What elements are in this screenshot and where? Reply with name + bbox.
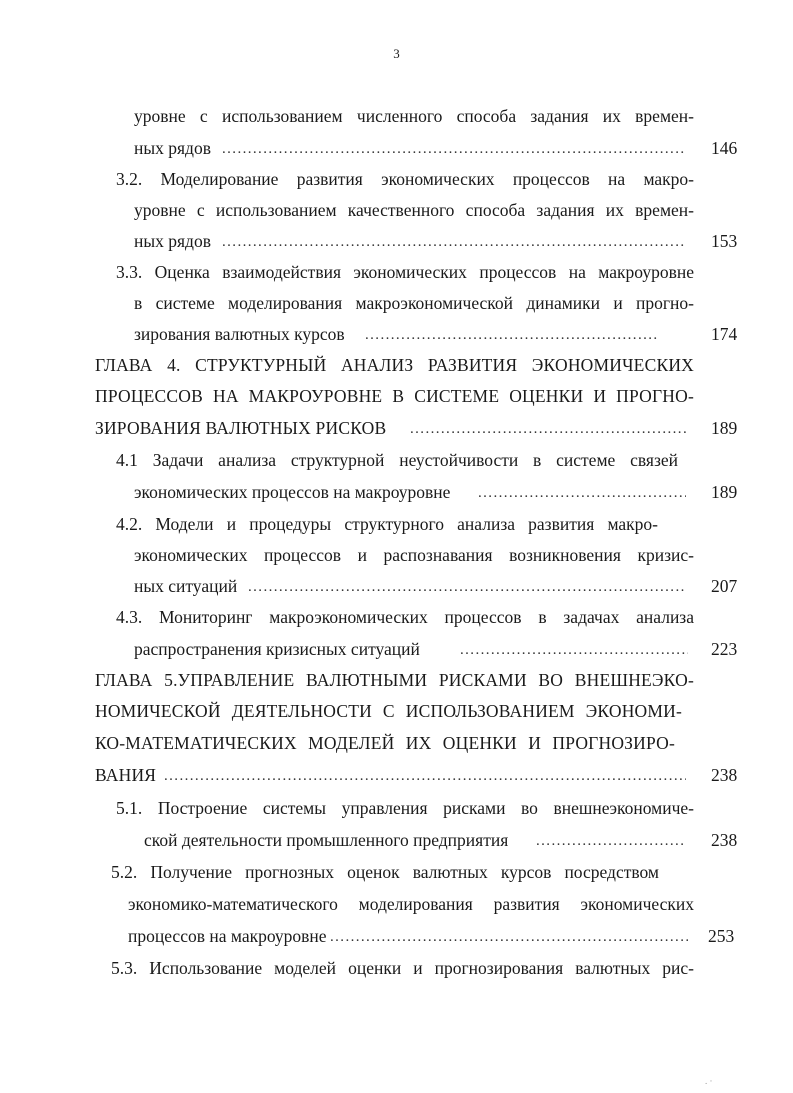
dot-leader	[330, 925, 688, 947]
toc-line: 4.3. Мониторинг макроэкономических процессов в задачах анализа	[116, 607, 694, 627]
toc-line: уровне с использованием численного способа задания их времен-	[134, 106, 694, 126]
toc-line: 3.2. Моделирование развития экономических процессов на макро-	[116, 169, 694, 189]
toc-line: в системе моделирования макроэкономической динамики и прогно-	[134, 293, 694, 313]
chapter-title-line: ПРОЦЕССОВ НА МАКРОУРОВНЕ В СИСТЕМЕ ОЦЕНКИ И ПРОГНО-	[95, 386, 694, 406]
dot-leader	[460, 638, 688, 660]
toc-line: уровне с использованием качественного способа задания их времен-	[134, 200, 694, 220]
toc-line: зирования валютных курсов	[134, 324, 345, 344]
dot-leader	[410, 417, 686, 439]
toc-line: экономических процессов на макроуровне	[134, 482, 451, 502]
chapter-title-line: ЗИРОВАНИЯ ВАЛЮТНЫХ РИСКОВ	[95, 418, 387, 438]
dot-leader	[248, 575, 686, 597]
page-ref: 238	[711, 830, 738, 850]
toc-line: ных ситуаций	[134, 576, 238, 596]
page-ref: 253	[708, 926, 735, 946]
toc-line: экономических процессов и распознавания возникновения кризис-	[134, 545, 694, 565]
toc-line: ской деятельности промышленного предприятия	[144, 830, 509, 850]
page-ref: 223	[711, 639, 738, 659]
toc-line: 4.2. Модели и процедуры структурного анализа развития макро-	[116, 514, 658, 534]
scan-artifact: . ·	[705, 1076, 713, 1086]
toc-line: процессов на макроуровне	[128, 926, 327, 946]
page-ref: 174	[711, 324, 738, 344]
chapter-title-line: НОМИЧЕСКОЙ ДЕЯТЕЛЬНОСТИ С ИСПОЛЬЗОВАНИЕМ ЭКОНОМИ-	[95, 701, 682, 721]
toc-line: ных рядов	[134, 231, 211, 251]
toc-line: 5.2. Получение прогнозных оценок валютных курсов посредством	[111, 862, 659, 882]
toc-line: 3.3. Оценка взаимодействия экономических процессов на макроуровне	[116, 262, 694, 282]
chapter-title-line: ГЛАВА 4. СТРУКТУРНЫЙ АНАЛИЗ РАЗВИТИЯ ЭКОНОМИЧЕСКИХ	[95, 355, 694, 375]
toc-line: 5.1. Построение системы управления рисками во внешнеэкономиче-	[116, 798, 694, 818]
chapter-title-line: ВАНИЯ	[95, 765, 157, 785]
page-ref: 238	[711, 765, 738, 785]
page-ref: 189	[711, 482, 738, 502]
page-ref: 207	[711, 576, 738, 596]
chapter-title-line: КО-МАТЕМАТИЧЕСКИХ МОДЕЛЕЙ ИХ ОЦЕНКИ И ПРОГНОЗИРО-	[95, 733, 675, 753]
dot-leader	[478, 481, 686, 503]
chapter-title-line: ГЛАВА 5.УПРАВЛЕНИЕ ВАЛЮТНЫМИ РИСКАМИ ВО ВНЕШНЕЭКО-	[95, 670, 694, 690]
dot-leader	[365, 323, 659, 345]
toc-line: 4.1 Задачи анализа структурной неустойчивости в системе связей	[116, 450, 678, 470]
dot-leader	[222, 230, 686, 252]
toc-line: распространения кризисных ситуаций	[134, 639, 420, 659]
dot-leader	[536, 829, 686, 851]
toc-line: ных рядов	[134, 138, 211, 158]
page-number: 3	[393, 46, 400, 61]
dot-leader	[222, 137, 686, 159]
page-ref: 153	[711, 231, 738, 251]
toc-line: 5.3. Использование моделей оценки и прогнозирования валютных рис-	[111, 958, 694, 978]
page-ref: 146	[711, 138, 738, 158]
dot-leader	[164, 764, 686, 786]
toc-line: экономико-математического моделирования развития экономических	[128, 894, 694, 914]
page-ref: 189	[711, 418, 738, 438]
